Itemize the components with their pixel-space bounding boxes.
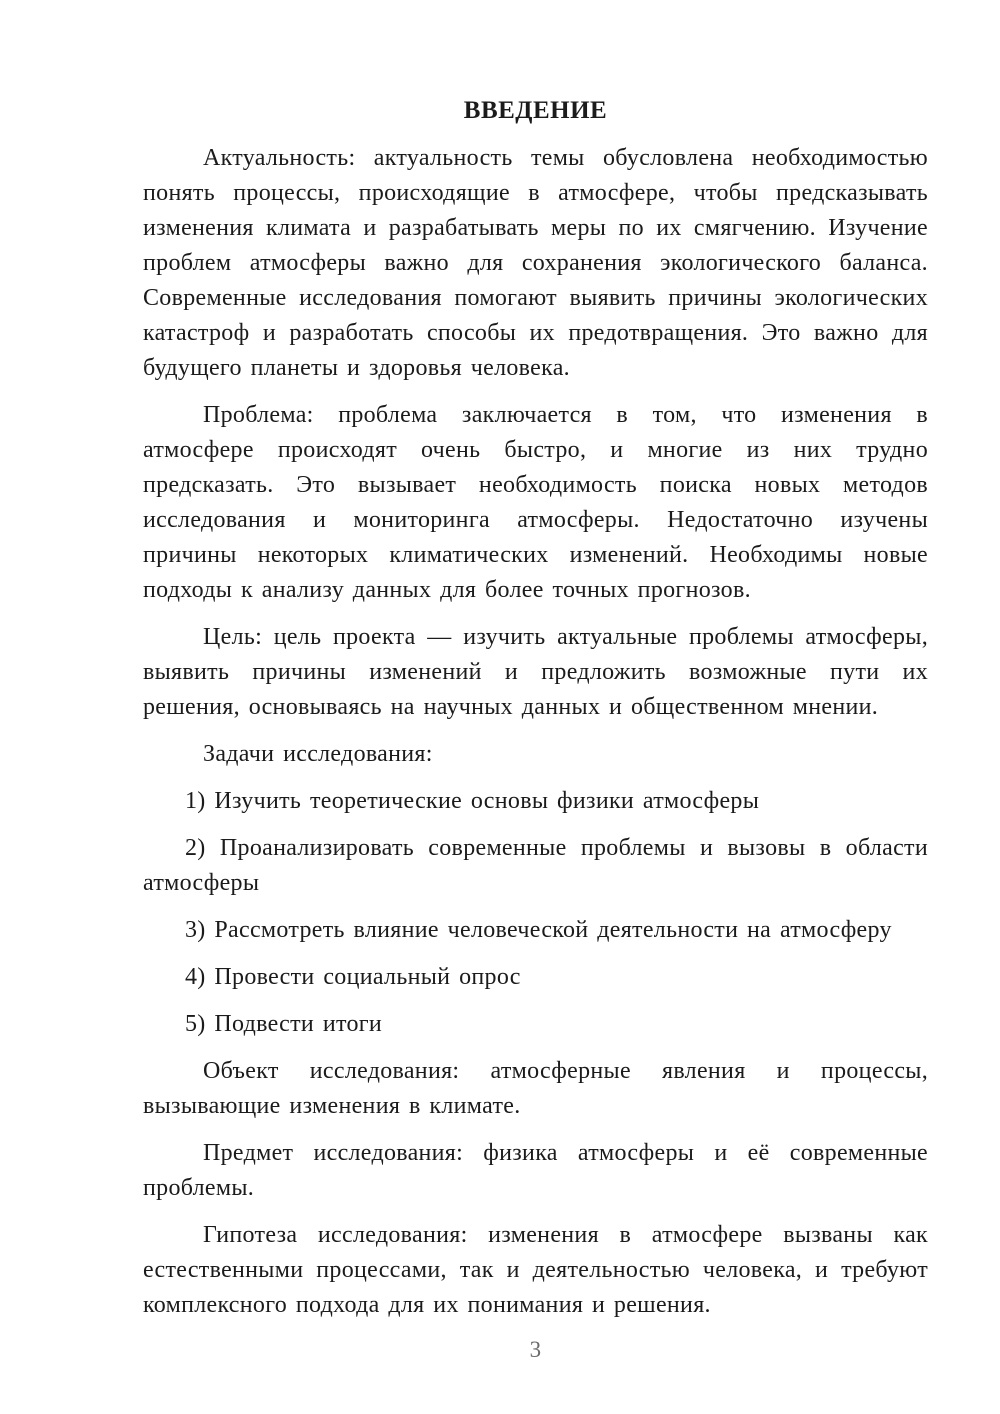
paragraph-problem: Проблема: проблема заключается в том, что изменения в атмосфере происходят очень быстро, и многие из них трудно предсказать. Это вызывает необходимость поиска новых методов исследования и мониторинга атмосферы. Недостаточно изучены причины некоторых климатических изменений. Необходимы новые подходы к анализу данных для более точных прогнозов.	[143, 402, 928, 603]
page-title: ВВЕДЕНИЕ	[463, 97, 608, 124]
task-item-1: 1) Изучить теоретические основы физики атмосферы	[185, 788, 760, 814]
page-number: 3	[529, 1337, 542, 1362]
tasks-heading: Задачи исследования:	[203, 741, 433, 767]
paragraph-relevance: Актуальность: актуальность темы обусловлена необходимостью понять процессы, происходящие в атмосфере, чтобы предсказывать изменения климата и разрабатывать меры по их смягчению. Изучение проблем атмосферы важно для сохранения экологического баланса. Современные исследования помогают выявить причины экологических катастроф и разработать способы их предотвращения. Это важно для будущего планеты и здоровья человека.	[143, 145, 928, 381]
paragraph-object: Объект исследования: атмосферные явления и процессы, вызывающие изменения в климате.	[143, 1058, 928, 1119]
task-item-3: 3) Рассмотреть влияние человеческой деятельности на атмосферу	[185, 917, 892, 943]
task-item-2: 2) Проанализировать современные проблемы и вызовы в области атмосферы	[143, 835, 928, 896]
task-item-5: 5) Подвести итоги	[185, 1011, 383, 1037]
paragraph-subject: Предмет исследования: физика атмосферы и её современные проблемы.	[143, 1140, 928, 1201]
paragraph-goal: Цель: цель проекта — изучить актуальные проблемы атмосферы, выявить причины изменений и предложить возможные пути их решения, основываясь на научных данных и общественном мнении.	[143, 624, 928, 720]
task-item-4: 4) Провести социальный опрос	[185, 964, 521, 990]
paragraph-hypothesis: Гипотеза исследования: изменения в атмосфере вызваны как естественными процессами, так и деятельностью человека, и требуют комплексного подхода для их понимания и решения.	[143, 1222, 928, 1318]
